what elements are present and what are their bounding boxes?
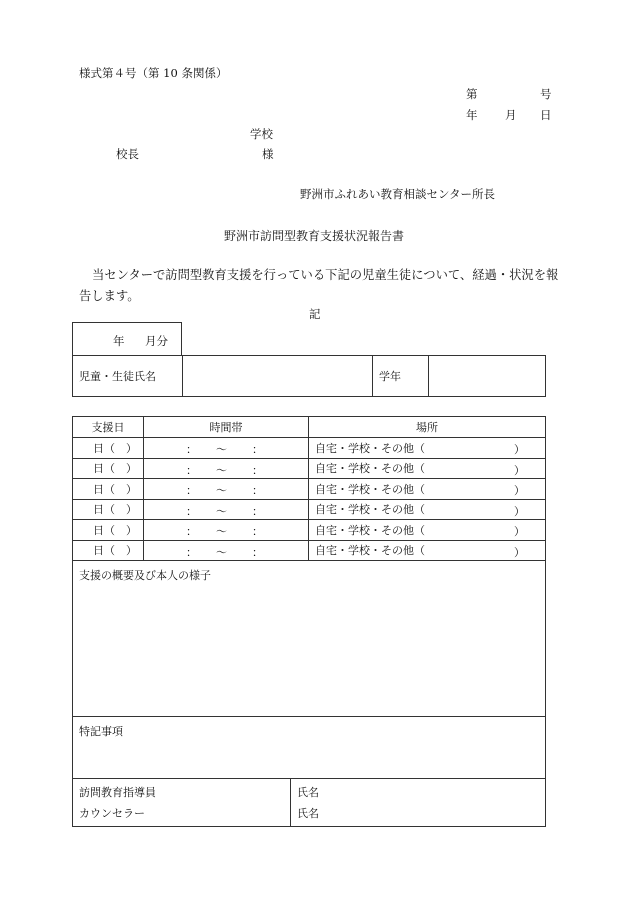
place-options: 自宅・学校・その他（ xyxy=(315,441,425,455)
counselor-label: カウンセラー xyxy=(79,806,145,820)
time-cell[interactable] xyxy=(144,479,309,500)
grade-field[interactable] xyxy=(429,356,546,397)
place-close: ） xyxy=(514,443,525,456)
summary-cell[interactable] xyxy=(73,561,546,717)
colon-start: ： xyxy=(186,463,197,477)
header-time: 時間帯 xyxy=(144,417,309,438)
date-cell[interactable]: 日（ ） xyxy=(73,540,144,561)
header-place: 場所 xyxy=(309,417,546,438)
sender-name: 野洲市ふれあい教育相談センター所長 xyxy=(300,187,496,201)
colon-end: ： xyxy=(252,463,263,477)
time-cell[interactable] xyxy=(144,520,309,541)
date-cell[interactable]: 日（ ） xyxy=(73,458,144,479)
month-box-year: 年 xyxy=(113,334,125,348)
colon-end: ： xyxy=(252,545,263,559)
instructor-name-label: 氏名 xyxy=(297,785,319,799)
place-close: ） xyxy=(514,484,525,497)
colon-start: ： xyxy=(186,545,197,559)
table-row xyxy=(73,540,546,561)
staff-role-cell xyxy=(73,779,291,827)
date-cell[interactable]: 日（ ） xyxy=(73,479,144,500)
counselor-name-label: 氏名 xyxy=(297,806,319,820)
report-table xyxy=(72,560,546,827)
place-options: 自宅・学校・その他（ xyxy=(315,482,425,496)
date-day: 日 xyxy=(540,108,552,122)
form-number: 様式第４号（第 10 条関係） xyxy=(79,66,228,80)
tilde: ～ xyxy=(216,545,227,559)
body-line-1: 当センターで訪問型教育支援を行っている下記の児童生徒について、経過・状況を報 xyxy=(92,268,559,282)
body-line-2: 告します。 xyxy=(79,289,140,303)
colon-start: ： xyxy=(186,484,197,497)
colon-start: ： xyxy=(186,504,197,518)
date-year: 年 xyxy=(466,108,478,122)
time-cell[interactable] xyxy=(144,540,309,561)
time-cell[interactable] xyxy=(144,438,309,459)
staff-name-cell[interactable] xyxy=(291,779,546,827)
place-options: 自宅・学校・その他（ xyxy=(315,462,425,476)
table-row xyxy=(73,520,546,541)
place-cell[interactable] xyxy=(309,438,546,459)
month-box-month: 月分 xyxy=(145,334,168,348)
place-options: 自宅・学校・その他（ xyxy=(315,503,425,517)
tilde: ～ xyxy=(216,443,227,456)
time-cell[interactable] xyxy=(144,458,309,479)
recipient-sama: 様 xyxy=(262,147,274,161)
student-name-field[interactable] xyxy=(183,356,373,397)
colon-end: ： xyxy=(252,504,263,518)
table-row xyxy=(73,499,546,520)
tilde: ～ xyxy=(216,525,227,538)
colon-end: ： xyxy=(252,443,263,456)
place-close: ） xyxy=(514,463,525,477)
tilde: ～ xyxy=(216,504,227,518)
place-close: ） xyxy=(514,504,525,518)
doc-number-dai: 第 xyxy=(466,87,478,101)
place-close: ） xyxy=(514,525,525,538)
tilde: ～ xyxy=(216,484,227,497)
place-cell[interactable] xyxy=(309,520,546,541)
date-cell[interactable]: 日（ ） xyxy=(73,499,144,520)
colon-end: ： xyxy=(252,484,263,497)
place-cell[interactable] xyxy=(309,479,546,500)
place-cell[interactable] xyxy=(309,458,546,479)
ki-label: 記 xyxy=(309,307,321,321)
table-row xyxy=(73,458,546,479)
table-row xyxy=(73,479,546,500)
place-cell[interactable] xyxy=(309,540,546,561)
student-name-label: 児童・生徒氏名 xyxy=(73,356,183,397)
colon-start: ： xyxy=(186,443,197,456)
notes-label: 特記事項 xyxy=(79,725,123,738)
colon-end: ： xyxy=(252,525,263,538)
place-close: ） xyxy=(514,545,525,559)
student-table xyxy=(72,355,546,397)
date-cell[interactable]: 日（ ） xyxy=(73,520,144,541)
place-cell[interactable] xyxy=(309,499,546,520)
recipient-principal: 校長 xyxy=(116,147,139,161)
grade-label: 学年 xyxy=(373,356,429,397)
date-cell[interactable]: 日（ ） xyxy=(73,438,144,459)
document-title: 野洲市訪問型教育支援状況報告書 xyxy=(224,229,405,243)
month-box xyxy=(72,322,182,356)
colon-start: ： xyxy=(186,525,197,538)
notes-cell[interactable] xyxy=(73,717,546,779)
tilde: ～ xyxy=(216,463,227,477)
header-date: 支援日 xyxy=(73,417,144,438)
instructor-label: 訪問教育指導員 xyxy=(79,785,156,799)
date-month: 月 xyxy=(505,108,517,122)
time-cell[interactable] xyxy=(144,499,309,520)
schedule-table xyxy=(72,416,546,561)
doc-number-go: 号 xyxy=(540,87,552,101)
summary-label: 支援の概要及び本人の様子 xyxy=(79,569,211,582)
table-row xyxy=(73,438,546,459)
recipient-school: 学校 xyxy=(250,127,273,141)
place-options: 自宅・学校・その他（ xyxy=(315,523,425,537)
place-options: 自宅・学校・その他（ xyxy=(315,544,425,558)
